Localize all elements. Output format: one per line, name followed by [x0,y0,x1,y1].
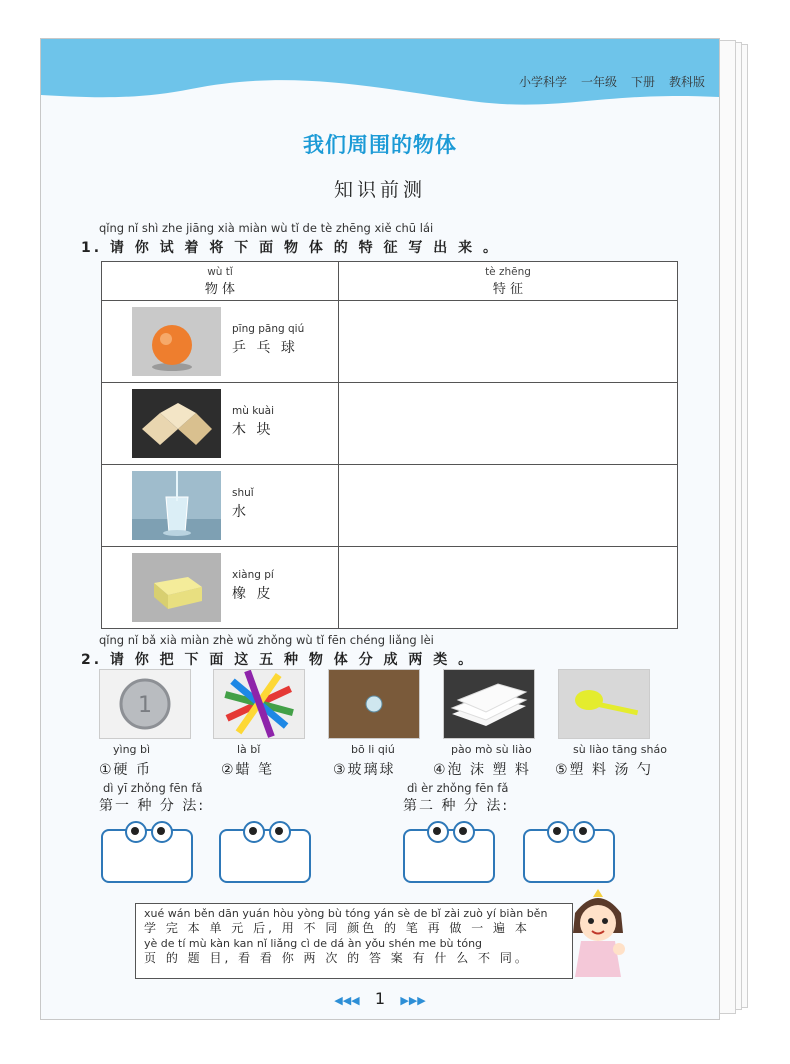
item-label: ⑤塑 料 汤 勺 [555,762,653,778]
q1-pinyin: qǐng nǐ shì zhe jiāng xià miàn wù tǐ de tè zhēng xiě chū lái [99,221,434,235]
object-name [232,405,274,439]
item-pinyin: yìng bì [113,743,151,756]
eye-icon [573,821,595,843]
answer-box[interactable] [219,829,311,883]
object-pinyin: mù kuài [232,405,274,417]
item-pinyin: sù liào tāng sháo [573,743,667,756]
foam-plastic-image [443,669,535,739]
method2-pinyin: dì èr zhǒng fēn fǎ [407,781,509,795]
svg-text:1: 1 [138,693,152,718]
section-title: 知识前测 [333,179,426,201]
feature-table [101,261,678,629]
col-object-pinyin: wù tǐ [207,265,233,278]
answer-box[interactable] [101,829,193,883]
q2-pinyin: qǐng nǐ bǎ xià miàn zhè wǔ zhǒng wù tǐ fēn chéng liǎng lèi [99,633,434,647]
eye-icon [269,821,291,843]
object-label: 水 [232,504,249,520]
wood-block-image [132,389,221,458]
object-pinyin: xiàng pí [232,569,274,581]
crayons-image [213,669,305,739]
object-name [232,487,254,521]
object-name [232,323,304,357]
coin-image [99,669,191,739]
col-feature-header [339,262,678,301]
method1-pinyin: dì yī zhǒng fēn fǎ [103,781,203,795]
feature-answer-cell[interactable] [339,301,678,383]
prev-arrows-icon: ◀◀◀ [334,994,360,1007]
answer-box[interactable] [523,829,615,883]
subject-label: 小学科学 [518,75,567,89]
eye-icon [125,821,147,843]
grade-label: 一年级 [580,75,617,89]
q2-text: 2. 请 你 把 下 面 这 五 种 物 体 分 成 两 类 。 [81,652,476,668]
item-label: ③玻璃球 [333,762,396,778]
eye-icon [151,821,173,843]
item-pinyin: pào mò sù liào [451,743,532,756]
note-line1-pinyin: xué wán běn dān yuán hòu yòng bù tóng yán sè de bǐ zài zuò yí biàn běn [144,907,548,920]
item-pinyin: bō li qiú [351,743,395,756]
reminder-note [135,903,573,979]
method1-label: 第一 种 分 法: [99,798,206,814]
q1-text: 1. 请 你 试 着 将 下 面 物 体 的 特 征 写 出 来 。 [81,240,501,256]
col-feature-label: 特 征 [492,281,524,297]
object-cell [102,383,339,465]
note-line2-pinyin: yè de tí mù kàn kan nǐ liǎng cì de dá àn yǒu shén me bù tóng [144,937,483,950]
feature-answer-cell[interactable] [339,383,678,465]
item-label: ④泡 沫 塑 料 [433,762,531,778]
feature-answer-cell[interactable] [339,547,678,629]
method2-label: 第二 种 分 法: [403,798,510,814]
volume-label: 下册 [630,75,655,89]
object-label: 木 块 [232,422,274,438]
cartoon-girl-icon [563,883,633,979]
ping-pong-ball-image [132,307,221,376]
book-info [519,73,705,90]
water-glass-image [132,471,221,540]
col-object-header [102,262,339,301]
eye-icon [453,821,475,843]
next-arrows-icon: ▶▶▶ [400,994,426,1007]
page-number: 1 [374,989,386,1008]
feature-answer-cell[interactable] [339,465,678,547]
object-pinyin: shuǐ [232,487,254,499]
object-cell [102,465,339,547]
eye-icon [427,821,449,843]
plastic-spoon-image [558,669,650,739]
col-feature-pinyin: tè zhēng [485,265,531,278]
glass-marble-image [328,669,420,739]
worksheet-page [40,38,720,1020]
col-object-label: 物 体 [204,281,236,297]
object-pinyin: pīng pāng qiú [232,323,305,335]
item-label: ①硬 币 [99,762,153,778]
edition-label: 教科版 [668,75,705,89]
object-label: 橡 皮 [232,586,274,602]
eye-icon [243,821,265,843]
eye-icon [547,821,569,843]
object-cell [102,547,339,629]
item-pinyin: là bǐ [237,743,261,756]
object-name [232,569,274,603]
object-cell [102,301,339,383]
eraser-image [132,553,221,622]
note-line2: 页 的 题 目, 看 看 你 两 次 的 答 案 有 什 么 不 同。 [144,951,530,965]
answer-box[interactable] [403,829,495,883]
note-line1: 学 完 本 单 元 后, 用 不 同 颜色 的 笔 再 做 一 遍 本 [144,921,530,935]
page-footer [41,989,719,1008]
page-title: 我们周围的物体 [303,133,457,157]
object-label: 乒 乓 球 [232,340,298,356]
item-label: ②蜡 笔 [221,762,275,778]
